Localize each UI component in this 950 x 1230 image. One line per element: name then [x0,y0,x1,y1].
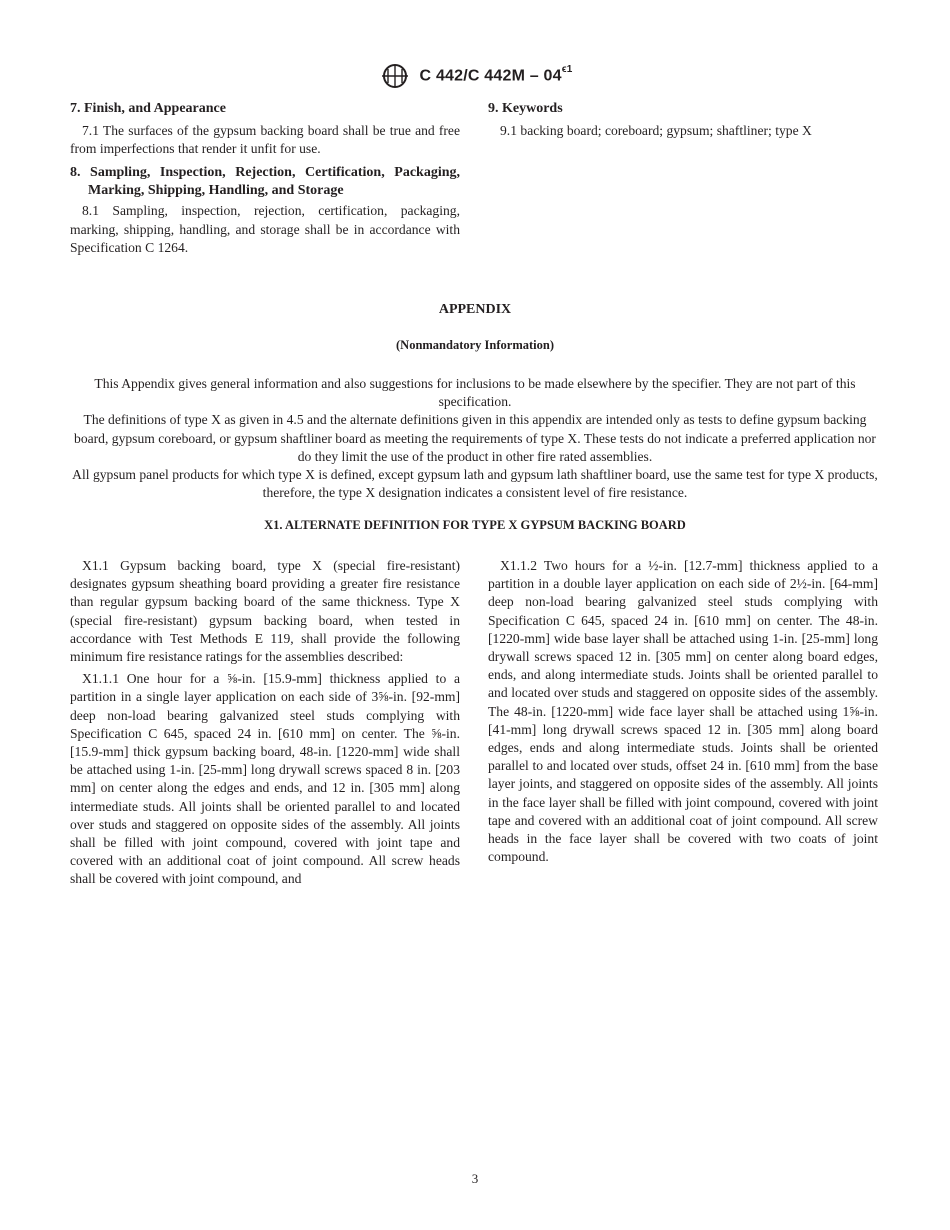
section-7-title: 7. Finish, and Appearance [70,101,226,116]
paragraph-x1-1-2: X1.1.2 Two hours for a ½-in. [12.7-mm] thickness applied to a partition in a double layer application on each side of 2½-in. [64-mm] deep non-load bearing galvanized steel studs complying with Specification C 645, spaced 24 in. [610 mm] on center. The 48-in. [1220-mm] wide base layer shall be attached using 1-in. [25-mm] long drywall screws spaced 12 in. [305 mm] on center along board edges, ends, and along intermediate studs. Joints shall be oriented parallel to and located over studs and staggered on opposite sides of the assembly. The 48-in. [1220-mm] wide face layer shall be attached using 1⅝-in. [41-mm] long drywall screws spaced 12 in. [305 mm] along board edges, ends and along intermediate studs. Joints shall be oriented parallel to and located over studs, offset 24 in. [610 mm] from the base layer joints, and staggered on opposite sides of the assembly. All joints in the face layer shall be filled with joint compound, covered with joint tape and covered with an additional coat of joint compound. All screw heads in the face layer shall be covered with two coats of joint compound. [488,558,878,865]
appendix-intro-paragraph-2: The definitions of type X as given in 4.5 and the alternate definitions given in this appendix are intended only as tests to define gypsum backing board, gypsum coreboard, or gypsum shaftliner board as meeting the requirements of type X. These tests do not indicate a preferred application nor do they limit the use of the product in other fire rated assemblies. [74,412,876,464]
x1-section-title: X1. ALTERNATE DEFINITION FOR TYPE X GYPSUM BACKING BOARD [264,518,686,532]
section-8-1: 8.1 Sampling, inspection, rejection, certification, packaging, marking, shipping, handling, and storage shall be in accordance with Specification C 1264. [70,203,460,255]
appendix-subtitle: (Nonmandatory Information) [396,338,554,352]
page-header [0,62,950,90]
appendix-title: APPENDIX [438,302,512,317]
standard-designation: C 442/C $442M - 04^{\epsilon 1}$ [419,64,573,85]
left-column-sections [70,100,460,257]
x1-right-column [488,557,878,866]
astm-logo-icon [378,63,412,89]
section-8-title: 8. Sampling, Inspection, Rejection, Certification, Packaging, Marking, Shipping, Handling, and Storage [70,165,460,199]
appendix-intro-paragraph-3: All gypsum panel products for which type X is defined, except gypsum lath and gypsum lath shaftliner board, use the same test for type X products, therefore, the type X designation indicates a consistent level of fire resistance. [72,467,878,501]
section-9-1: 9.1 backing board; coreboard; gypsum; shaftliner; type X [500,123,812,138]
appendix-intro [72,375,878,502]
paragraph-x1-1-1: X1.1.1 One hour for a ⅝-in. [15.9-mm] thickness applied to a partition in a single layer application on each side of 3⅝-in. [92-mm] deep non-load bearing galvanized steel studs complying with Specification C 645, spaced 24 in. [610 mm] on center. The ⅝-in. [15.9-mm] thick gypsum backing board, 48-in. [1220-mm] wide shall be attached using 1-in. [25-mm] long drywall screws spaced 8 in. [203 mm] on center along the edges and ends, and 12 in. [305 mm] along intermediate studs. All joints shall be oriented parallel to and located over studs and staggered on opposite sides of the assembly. All joints shall be filled with joint compound, covered with joint tape and covered with an additional coat of joint compound. All screw heads shall be covered with joint compound, and [70,671,460,887]
paragraph-x1-1: X1.1 Gypsum backing board, type X (special fire-resistant) designates gypsum sheathing board providing a greater fire resistance than regular gypsum backing board of the same thickness. Type X (special fire-resistant) gypsum backing board, when tested in accordance with Test Methods E 119, shall provide the following minimum fire resistance ratings for the assemblies described: [70,558,460,665]
x1-left-column [70,557,460,889]
right-column-sections [488,100,878,140]
section-7-1: 7.1 The surfaces of the gypsum backing board shall be true and free from imperfections that render it unfit for use. [70,123,460,157]
section-9-title: 9. Keywords [488,101,563,116]
page-number: 3 [471,1171,479,1186]
appendix-intro-paragraph-1: This Appendix gives general information and also suggestions for inclusions to be made elsewhere by the specifier. They are not part of this specification. [94,376,856,410]
